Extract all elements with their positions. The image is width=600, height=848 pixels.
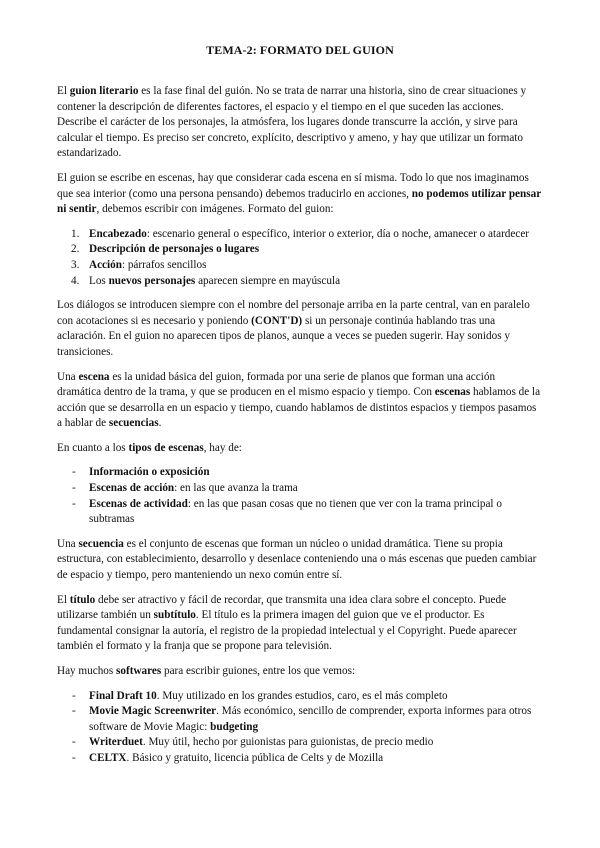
bold-term: no podemos utilizar pensar ni sentir (57, 187, 541, 216)
bold-term: guion literario (69, 85, 139, 97)
text: . Muy útil, hecho por guionistas para guionistas, de precio medio (142, 736, 434, 749)
dash-bullet: - (72, 497, 76, 510)
bold-term: CELTX (89, 751, 127, 764)
list-item (57, 242, 541, 258)
text: . Más económico, sencillo de comprender, exporta informes para otros software de Movie Magic: (89, 705, 532, 733)
text: En cuanto a los (57, 441, 129, 454)
bold-term: Descripción de personajes o lugares (89, 243, 260, 256)
text: : escenario general o específico, interior o exterior, día o noche, amanecer o atardecer (146, 227, 530, 240)
dash-bullet: - (72, 482, 76, 495)
bold-term: budgeting (210, 720, 259, 733)
paragraph-guion-literario (57, 84, 541, 162)
text: Hay muchos (57, 665, 117, 677)
text: es la unidad básica del guion, formada por una serie de planos que forman una acción dramática dentro de la trama, y que se producen en el mismo espacio y tiempo. Con (57, 370, 496, 399)
bold-term: Escenas de acción (89, 482, 175, 495)
list-item (57, 497, 541, 528)
bold-term: Acción (89, 258, 122, 271)
list-item (57, 274, 541, 290)
text: , debemos escribir con imágenes. Formato del guion: (96, 203, 334, 216)
text: es el conjunto de escenas que forman un núcleo o unidad dramática. Tiene su propia estructura, con establecimiento, desarrollo y desenlace conteniendo una o más escenas que pueden cambiar de espacio y tiempo, pero manteniendo un nexo común entre sí. (57, 537, 537, 582)
bold-term: Final Draft 10 (89, 689, 157, 702)
bold-term: nuevos personajes (108, 274, 196, 287)
dash-bullet: - (72, 689, 76, 702)
text: Los diálogos se introducen siempre con el nombre del personaje arriba en la parte central, van en paralelo con acotaciones si es necesario y poniendo (57, 299, 530, 327)
text: . Básico y gratuito, licencia pública de Celts y de Mozilla (126, 751, 384, 764)
list-number: 1. (71, 227, 80, 240)
dash-bullet: - (72, 736, 76, 749)
bold-term: escenas (434, 386, 471, 399)
text: : en las que pasan cosas que no tienen que ver con la trama principal o subtramas (89, 497, 502, 526)
list-number: 3. (71, 258, 80, 271)
text: es la fase final del guión. No se trata de narrar una historia, sino de crear situaciones y contener la descripción de diferentes factores, el espacio y el tiempo en el que suceden las acciones. Describe el carácter de los personajes, la atmósfera, los lugares donde transcurre la acción, y sirve para calcular el tiempo. Es preciso ser concreto, explícito, descriptivo y ameno, y hay que utilizar un formato estandarizado. (57, 85, 527, 160)
bold-term: tipos de escenas (128, 441, 204, 454)
text: : párrafos sencillos (121, 258, 207, 271)
list-item (57, 258, 541, 274)
text: El (57, 593, 70, 606)
text: , hay de: (203, 441, 242, 454)
paragraph-tipos-escenas (57, 441, 541, 457)
text: para escribir guiones, entre los que vemos: (161, 665, 356, 677)
text: . (158, 417, 162, 430)
text: Una (57, 370, 79, 383)
paragraph-escena (57, 370, 541, 432)
text: hablamos de la acción que se desarrolla en un espacio y tiempo, cuando hablamos de distintos espacios y tiempos pasamos a hablar de (57, 386, 541, 430)
paragraph-escenas (57, 171, 541, 218)
paragraph-secuencia (57, 537, 541, 584)
text: El guion se escribe en escenas, hay que considerar cada escena en sí misma. Todo lo que nos imaginamos que sea interior (como una persona pensando) debemos traducirlo en acciones, (57, 171, 529, 200)
bold-term: softwares (116, 665, 162, 677)
text: El (57, 85, 70, 97)
list-item (57, 704, 541, 735)
text: Una (57, 537, 79, 550)
page-title: TEMA-2: FORMATO DEL GUION (206, 43, 394, 57)
list-number: 2. (71, 243, 80, 256)
bold-term: Escenas de actividad (89, 497, 188, 510)
scene-types-list (57, 465, 541, 527)
paragraph-softwares (57, 664, 541, 680)
format-list (57, 227, 541, 289)
bold-term: Encabezado (89, 227, 147, 240)
list-item (57, 689, 541, 705)
bold-term: (CONT'D) (251, 314, 303, 327)
list-item (57, 735, 541, 751)
list-item (57, 227, 541, 243)
text: si un personaje continúa hablando tras una aclaración. En el guion no aparecen tipos de planos, aunque a veces se pueden sugerir. Hay sonidos y transiciones. (57, 314, 510, 358)
text: . Muy utilizado en los grandes estudios, caro, es el más completo (156, 689, 448, 702)
bold-term: escena (78, 370, 110, 383)
dash-bullet: - (72, 705, 76, 718)
bold-term: título (69, 593, 96, 606)
bold-term: Writerduet (89, 736, 143, 749)
bold-term: subtítulo (153, 609, 196, 622)
text: . El título es la primera imagen del guion que ve el productor. Es fundamental consignar la autoría, el registro de la propiedad intelectual y el Copyright. Puede aparecer también el formato y la franja que se propone para televisión. (57, 609, 517, 653)
dash-bullet: - (72, 466, 76, 479)
bold-term: Información o exposición (89, 466, 210, 479)
list-item (57, 481, 541, 497)
paragraph-titulo (57, 593, 541, 655)
text: : en las que avanza la trama (174, 482, 298, 495)
document-body (57, 84, 541, 776)
bold-term: secuencia (78, 537, 124, 550)
software-list (57, 689, 541, 767)
list-item (57, 751, 541, 767)
paragraph-dialogos (57, 298, 541, 360)
list-number: 4. (71, 274, 80, 287)
text: aparecen siempre en mayúscula (195, 274, 341, 287)
bold-term: secuencias (108, 417, 159, 430)
dash-bullet: - (72, 751, 76, 764)
bold-term: Movie Magic Screenwriter (89, 705, 217, 718)
list-item (57, 465, 541, 481)
text: Los (89, 274, 109, 287)
text: debe ser atractivo y fácil de recordar, que transmita una idea clara sobre el concepto. Puede utilizarse también un (57, 593, 507, 622)
